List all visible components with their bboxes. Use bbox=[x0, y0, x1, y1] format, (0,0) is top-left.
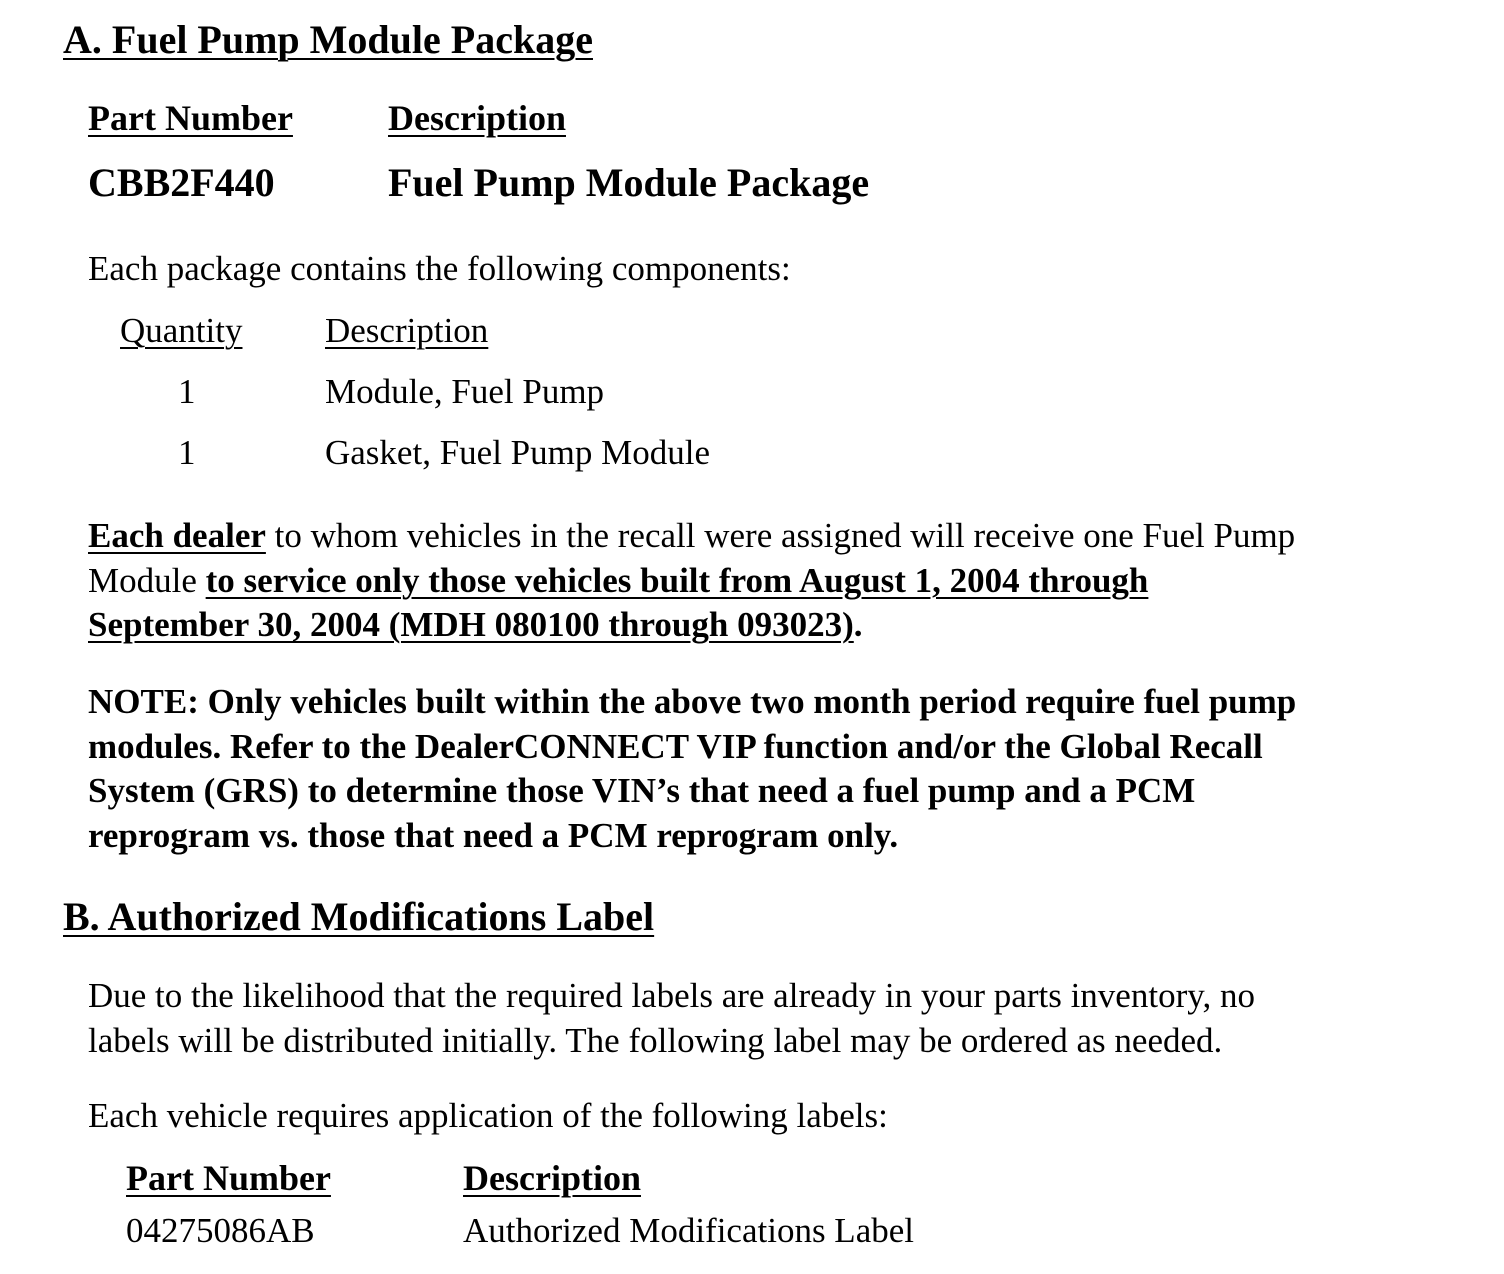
note-line: System (GRS) to determine those VIN’s that need a fuel pump and a PCM bbox=[88, 771, 1196, 810]
dealer-text: to whom vehicles in the recall were assigned will receive one Fuel Pump bbox=[265, 516, 1296, 555]
contents-intro: Each package contains the following components: bbox=[88, 249, 791, 288]
intro-line: Due to the likelihood that the required labels are already in your parts inventory, no bbox=[88, 976, 1255, 1015]
note-line: modules. Refer to the DealerCONNECT VIP function and/or the Global Recall bbox=[88, 726, 1263, 766]
description-header: Description bbox=[388, 98, 566, 138]
dealer-end: . bbox=[853, 605, 863, 644]
component-quantity: 1 bbox=[178, 372, 196, 411]
component-quantity: 1 bbox=[178, 433, 196, 472]
component-description: Module, Fuel Pump bbox=[325, 372, 605, 411]
dealer-emphasis: September 30, 2004 (MDH 080100 through 093023) bbox=[88, 605, 854, 644]
note-line: reprogram vs. those that need a PCM reprogram only. bbox=[88, 815, 899, 855]
note-line: NOTE: Only vehicles built within the above two month period require fuel pump bbox=[88, 682, 1297, 721]
section-b-heading: B. Authorized Modifications Label bbox=[63, 894, 655, 939]
part-number-header: Part Number bbox=[88, 98, 293, 138]
dealer-text: Module bbox=[88, 560, 206, 600]
label-description-value: Authorized Modifications Label bbox=[463, 1211, 914, 1250]
dealer-lead: Each dealer bbox=[88, 516, 266, 555]
note-paragraph bbox=[88, 680, 1478, 858]
quantity-header: Quantity bbox=[120, 311, 243, 350]
dealer-line-3 bbox=[88, 603, 1478, 648]
dealer-paragraph bbox=[88, 514, 1478, 648]
dealer-line-1 bbox=[88, 514, 1478, 559]
component-description: Gasket, Fuel Pump Module bbox=[325, 433, 710, 472]
dealer-line-2 bbox=[88, 559, 1478, 604]
dealer-emphasis: to service only those vehicles built from August 1, 2004 through bbox=[205, 560, 1149, 600]
section-a-heading: A. Fuel Pump Module Package bbox=[63, 17, 593, 62]
intro-line: labels will be distributed initially. The following label may be ordered as needed. bbox=[88, 1020, 1223, 1060]
label-part-number-header: Part Number bbox=[126, 1158, 331, 1198]
component-description-header: Description bbox=[325, 311, 489, 350]
label-description-header: Description bbox=[463, 1158, 641, 1198]
part-number-value: CBB2F440 bbox=[88, 160, 275, 205]
label-part-number-value: 04275086AB bbox=[126, 1211, 315, 1250]
labels-intro bbox=[88, 974, 1478, 1063]
part-description-value: Fuel Pump Module Package bbox=[388, 160, 870, 205]
label-requirement: Each vehicle requires application of the following labels: bbox=[88, 1096, 888, 1135]
